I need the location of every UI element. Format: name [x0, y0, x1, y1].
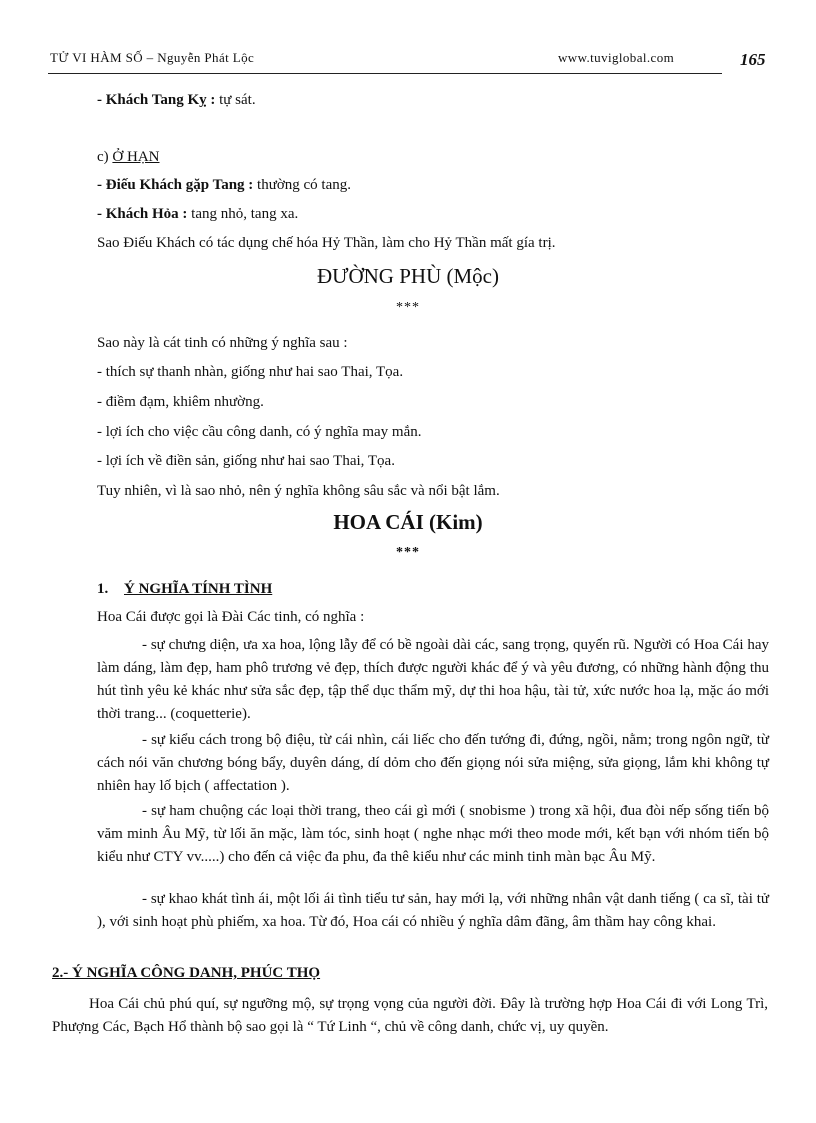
- hoa-cai-title: HOA CÁI (Kim): [333, 510, 483, 534]
- hoa-cai-paragraph: - sự kiểu cách trong bộ điệu, từ cái nhìn, cái liếc cho đến tướng đi, đứng, ngồi, nằm; trong ngôn ngữ, từ cách nói văn chương bóng bẩy, duyên dáng, dí dỏm cho đến giọng nói sửa miệng, sửa giọng, lắm khi không tự nhiên hay lố bịch ( affectation ).: [97, 732, 769, 794]
- khach-tang-ky-text: tự sát.: [215, 92, 256, 108]
- duong-phu-item: - điềm đạm, khiêm nhường.: [97, 394, 264, 410]
- section-c-prefix: c): [97, 149, 113, 165]
- duong-phu-item: - lợi ích về điền sản, giống như hai sao Thai, Tọa.: [97, 453, 395, 469]
- dieu-khach-text: thường có tang.: [253, 177, 352, 193]
- hoa-cai-paragraph: - sự ham chuộng các loại thời trang, theo cái gì mới ( snobisme ) trong xã hội, đua đòi nếp sống tiến bộ văm minh Âu Mỹ, từ lối ăn mặc, làm tóc, sinh hoạt ( nghe nhạc mới theo mode mới, kết bạn với nhóm tiến bộ kiểu như CTY vv.....) cho đến cả việc đa phu, đa thê kiểu như các minh tinh màn bạc Âu Mỹ.: [97, 803, 769, 865]
- section-1-intro: Hoa Cái được gọi là Đài Các tinh, có nghĩa :: [97, 609, 365, 625]
- header-rule: [48, 73, 722, 74]
- duong-phu-stars: ***: [396, 300, 420, 315]
- hoa-cai-paragraph: - sự khao khát tình ái, một lối ái tình tiểu tư sản, hay mới lạ, với những nhân vật danh tiếng ( ca sĩ, tài tử ), với sinh hoạt phù phiếm, xa hoa. Từ đó, Hoa cái có nhiều ý nghĩa dâm đãng, âm thầm hay công khai.: [97, 891, 769, 930]
- website-url: www.tuviglobal.com: [558, 50, 675, 65]
- khach-hoa-line: [97, 203, 298, 225]
- book-title: TỬ VI HÀM SỐ – Nguyễn Phát Lộc: [50, 50, 255, 65]
- section-2-text: Hoa Cái chủ phú quí, sự ngưỡng mộ, sự trọng vọng của người đời. Đây là trường hợp Hoa Cái đi với Long Trì, Phượng Các, Bạch Hổ thành bộ sao gọi là “ Tứ Linh “, chủ về công danh, chức vị, uy quyền.: [52, 996, 768, 1035]
- duong-phu-intro: Sao này là cát tinh có những ý nghĩa sau :: [97, 335, 348, 351]
- page-header: [0, 0, 816, 80]
- hoa-cai-paragraph: - sự chưng diện, ưa xa hoa, lộng lẫy để có bề ngoài dài các, sang trọng, quyến rũ. Người có Hoa Cái hay làm dáng, làm đẹp, ham phô trương vẻ đẹp, thích được người khác để ý và yêu đương, có những hành động thu hút tình yêu kẻ khác như sửa sắc đẹp, tập thể dục thẩm mỹ, dự thi hoa hậu, tài tử, xức nước hoa lạ, mặc áo mới thời trang... (coquetterie).: [97, 637, 769, 722]
- dieu-khach-line: [97, 174, 351, 196]
- dieu-khach-label: - Điếu Khách gặp Tang :: [97, 177, 254, 193]
- khach-tang-ky-line: [97, 89, 256, 111]
- khach-tang-ky-label: - Khách Tang Kỵ :: [97, 92, 216, 108]
- duong-phu-item: - thích sự thanh nhàn, giống như hai sao Thai, Tọa.: [97, 364, 404, 380]
- section-c-heading: [97, 146, 160, 168]
- hoa-cai-stars: ***: [396, 545, 420, 560]
- duong-phu-item: - lợi ích cho việc cầu công danh, có ý nghĩa may mắn.: [97, 424, 422, 440]
- section-2-title: 2.- Ý NGHĨA CÔNG DANH, PHÚC THỌ: [52, 965, 321, 981]
- duong-phu-conclusion: Tuy nhiên, vì là sao nhỏ, nên ý nghĩa không sâu sắc và nổi bật lắm.: [97, 483, 500, 499]
- section-1-heading: [97, 578, 272, 600]
- section-c-title: Ở HẠN: [112, 149, 160, 165]
- khach-hoa-text: tang nhỏ, tang xa.: [187, 206, 299, 222]
- duong-phu-title: ĐƯỜNG PHÙ (Mộc): [317, 264, 499, 288]
- sao-dieu-khach-line: Sao Điếu Khách có tác dụng chế hóa Hỷ Thần, làm cho Hỷ Thần mất gía trị.: [97, 235, 556, 251]
- section-1-title: Ý NGHĨA TÍNH TÌNH: [124, 581, 273, 597]
- khach-hoa-label: - Khách Hỏa :: [97, 206, 188, 222]
- section-1-number: 1.: [97, 581, 109, 597]
- page-number: 165: [740, 50, 766, 69]
